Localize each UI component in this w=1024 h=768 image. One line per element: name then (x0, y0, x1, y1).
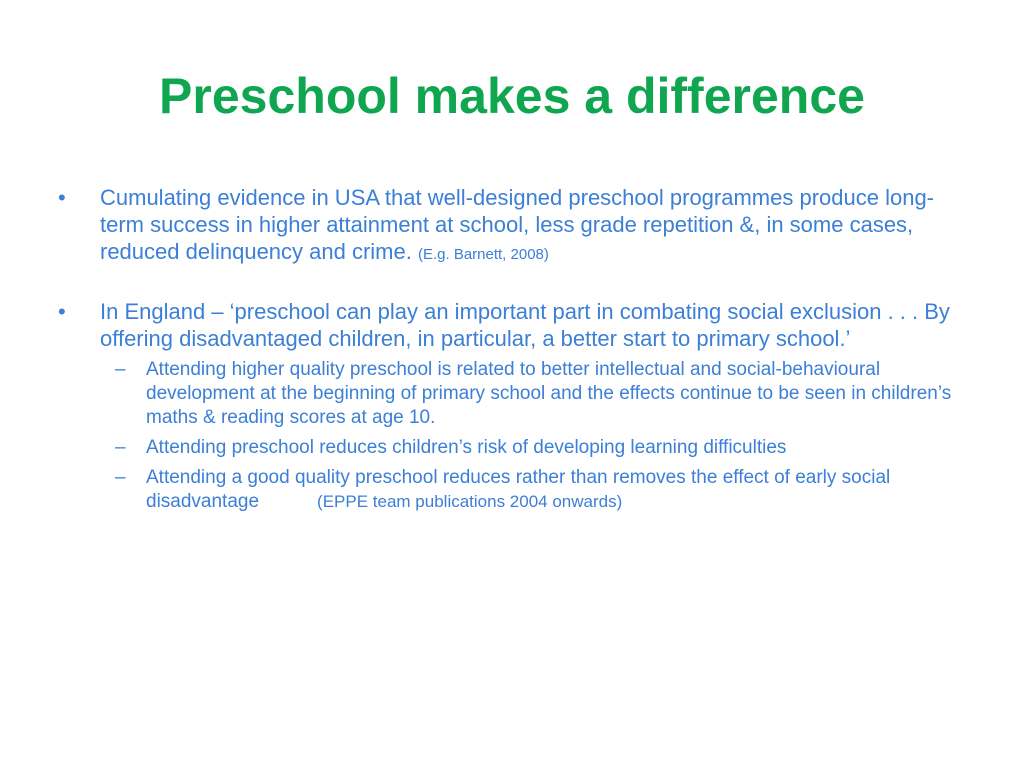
sub-bullet-item (100, 358, 958, 430)
bullet-marker: • (58, 299, 66, 324)
citation: (E.g. Barnett, 2008) (417, 246, 549, 263)
bullet-item (58, 184, 958, 268)
dash-marker: – (115, 437, 126, 458)
bullet-text: In England – ‘preschool can play an important part in combating social exclusion . . . By offering disadvantaged children, in particular, a better start to primary school.’ (100, 299, 950, 351)
sub-bullet-text: Attending a good quality preschool reduces rather than removes the effect of early social disadvantage (146, 467, 891, 512)
sub-bullet-item (100, 436, 958, 460)
slide-title: Preschool makes a difference (159, 68, 865, 124)
slide-body (58, 184, 958, 544)
bullet-text: Cumulating evidence in USA that well-designed preschool programmes produce long-term success in higher attainment at school, less grade repetition &, in some cases, reduced delinquency and crime. (100, 185, 935, 264)
sub-bullet-text: Attending preschool reduces children’s risk of developing learning difficulties (146, 437, 787, 458)
dash-marker: – (115, 467, 126, 488)
bullet-marker: • (58, 185, 66, 210)
sub-bullet-item (100, 466, 958, 514)
bullet-item (58, 298, 958, 514)
sub-bullet-list (100, 358, 958, 514)
citation: (EPPE team publications 2004 onwards) (317, 492, 623, 511)
sub-bullet-text: Attending higher quality preschool is related to better intellectual and social-behavioural development at the beginning of primary school and the effects continue to be seen in children’s maths & reading scores at age 10. (146, 359, 952, 428)
dash-marker: – (115, 359, 126, 380)
